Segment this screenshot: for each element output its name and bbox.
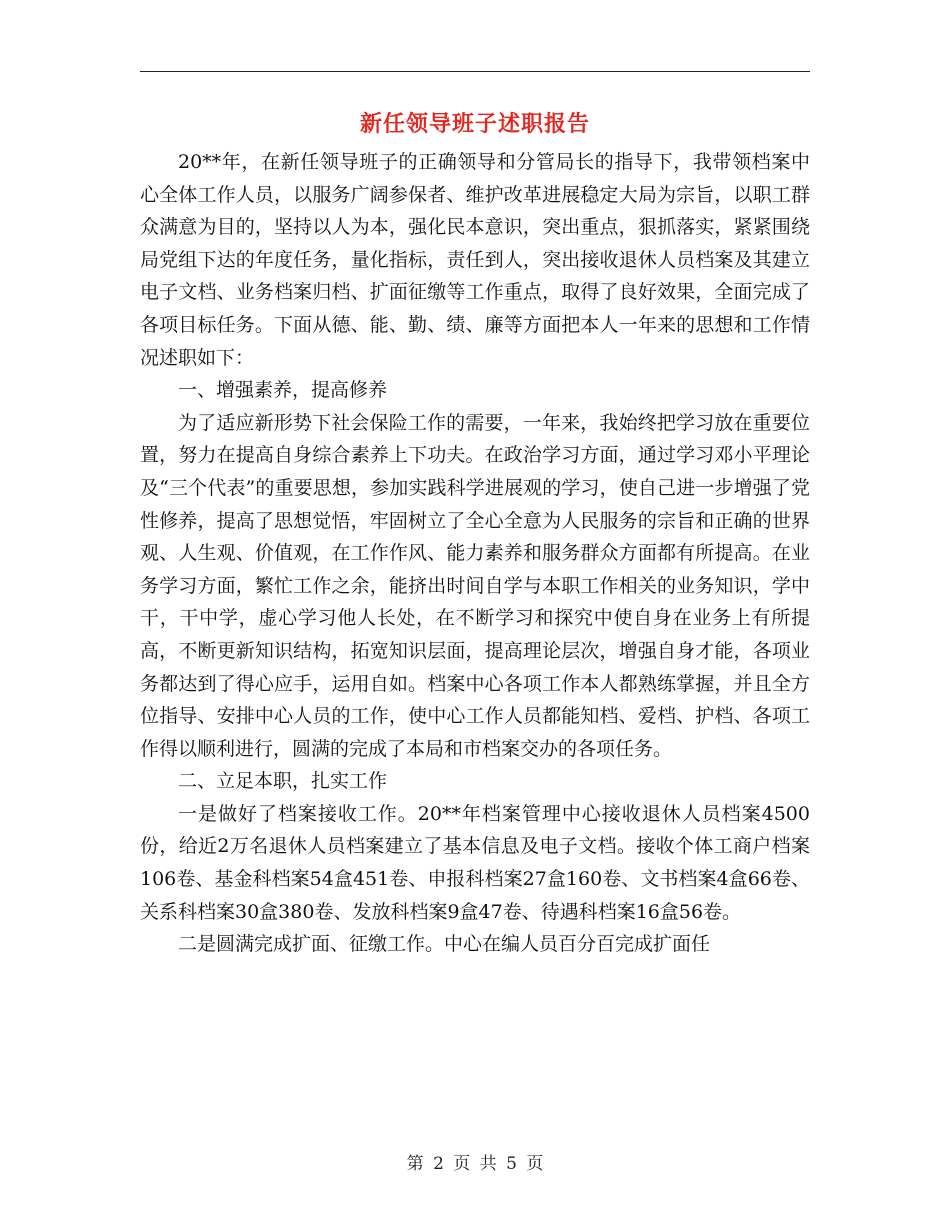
document-body <box>140 146 810 961</box>
archive-receiving-paragraph: 一是做好了档案接收工作。20**年档案管理中心接收退休人员档案4500份，给近2万名退休人员档案建立了基本信息及电子文档。接收个体工商户档案106卷、基金科档案54盒451卷、申报科档案27盒160卷、文书档案4盒66卷、关系科档案30盒380卷、发放科档案9盒47卷、待遇科档案16盒56卷。 <box>140 802 810 923</box>
page-number-footer: 第 2 页 共 5 页 <box>406 1154 544 1174</box>
expansion-collection-paragraph: 二是圆满完成扩面、征缴工作。中心在编人员百分百完成扩面任 <box>178 933 711 956</box>
document-title: 新任领导班子述职报告 <box>359 111 590 137</box>
section-1-paragraph: 为了适应新形势下社会保险工作的需要，一年来，我始终把学习放在重要位置，努力在提高自身综合素养上下功夫。在政治学习方面，通过学习邓小平理论及“三个代表”的重要思想，参加实践科学进展观的学习，使自己进一步增强了党性修养，提高了思想觉悟，牢固树立了全心全意为人民服务的宗旨和正确的世界观、人生观、价值观，在工作作风、能力素养和服务群众方面都有所提高。在业务学习方面，繁忙工作之余，能挤出时间自学与本职工作相关的业务知识，学中干，干中学，虚心学习他人长处，在不断学习和探究中使自身在业务上有所提高，不断更新知识结构，拓宽知识层面，提高理论层次，增强自身才能，各项业务都达到了得心应手，运用自如。档案中心各项工作本人都熟练掌握，并且全方位指导、安排中心人员的工作，使中心工作人员都能知档、爱档、护档、各项工作得以顺利进行，圆满的完成了本局和市档案交办的各项任务。 <box>140 411 810 760</box>
header-rule <box>140 71 810 72</box>
section-heading-2: 二、立足本职，扎实工作 <box>178 770 388 793</box>
intro-paragraph: 20**年，在新任领导班子的正确领导和分管局长的指导下，我带领档案中心全体工作人员，以服务广阔参保者、维护改革进展稳定大局为宗旨，以职工群众满意为目的，坚持以人为本，强化民本意识，突出重点，狠抓落实，紧紧围绕局党组下达的年度任务，量化指标，责任到人，突出接收退休人员档案及其建立电子文档、业务档案归档、扩面征缴等工作重点，取得了良好效果，全面完成了各项目标任务。下面从德、能、勤、绩、廉等方面把本人一年来的思想和工作情况述职如下： <box>140 151 810 369</box>
section-heading-1: 一、增强素养，提高修养 <box>178 379 388 402</box>
